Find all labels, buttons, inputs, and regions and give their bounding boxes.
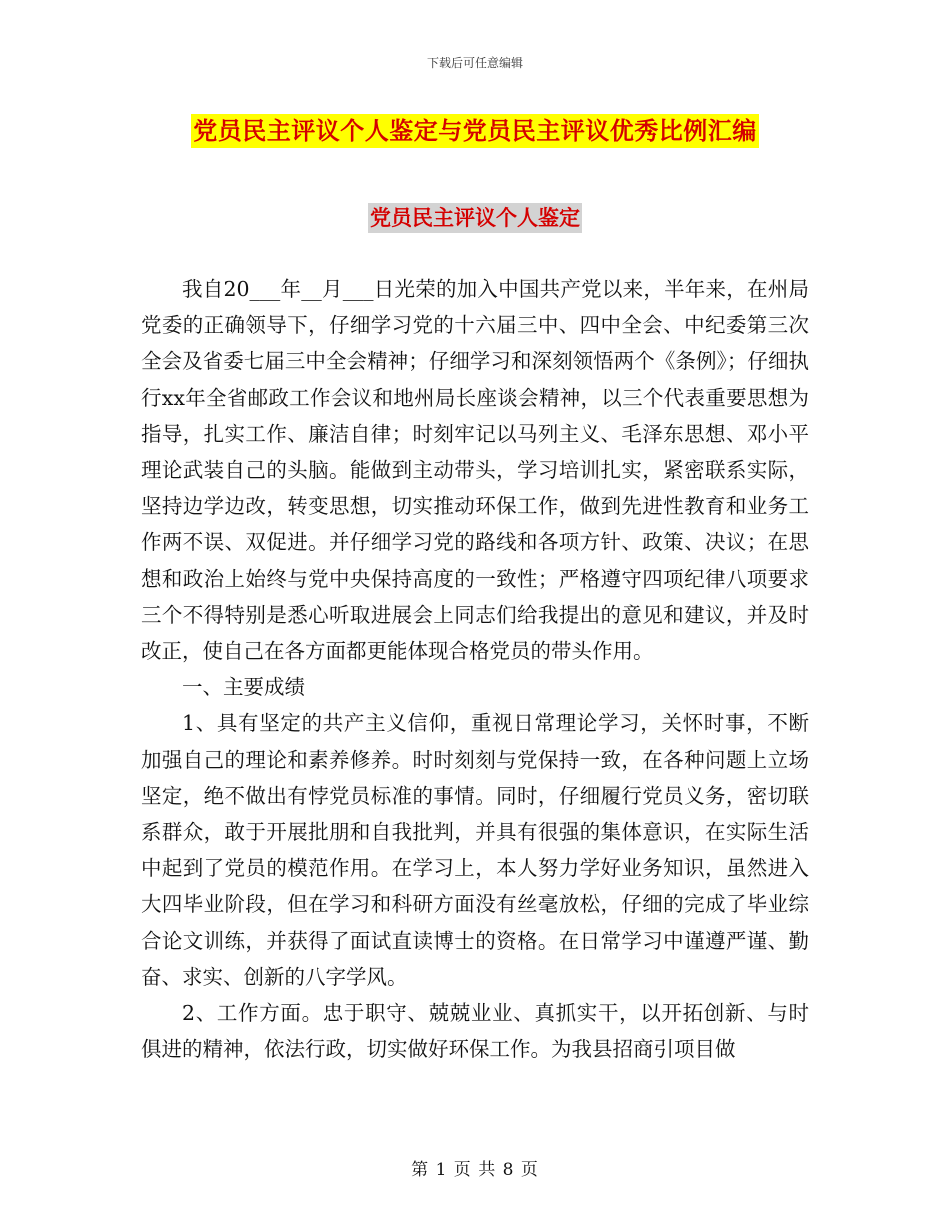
paragraph-achievement-2: 2、工作方面。忠于职守、兢兢业业、真抓实干，以开拓创新、与时俱进的精神，依法行政，切实做好环保工作。为我县招商引项目做 xyxy=(141,1001,809,1062)
header-note: 下载后可任意编辑 xyxy=(426,56,523,70)
section-title xyxy=(0,203,950,233)
paragraph-achievement-1: 1、具有坚定的共产主义信仰，重视日常理论学习，关怀时事，不断加强自己的理论和素养修养。时时刻刻与党保持一致，在各种问题上立场坚定，绝不做出有悖党员标准的事情。同时，仔细履行党员义务，密切联系群众，敢于开展批朋和自我批判，并具有很强的集体意识，在实际生活中起到了党员的模范作用。在学习上，本人努力学好业务知识，虽然进入大四毕业阶段，但在学习和科研方面没有丝毫放松，仔细的完成了毕业综合论文训练，并获得了面试直读博士的资格。在日常学习中谨遵严谨、勤奋、求实、创新的八字学风。 xyxy=(141,711,809,989)
document-body xyxy=(141,271,809,1067)
section-title-text: 党员民主评议个人鉴定 xyxy=(368,203,582,233)
paragraph-intro: 我自20___年__月___日光荣的加入中国共产党以来，半年来，在州局党委的正确领导下，仔细学习党的十六届三中、四中全会、中纪委第三次全会及省委七届三中全会精神；仔细学习和深刻领悟两个《条例》；仔细执行xx年全省邮政工作会议和地州局长座谈会精神，以三个代表重要思想为指导，扎实工作、廉洁自律；时刻牢记以马列主义、毛泽东思想、邓小平理论武装自己的头脑。能做到主动带头，学习培训扎实，紧密联系实际，坚持边学边改，转变思想，切实推动环保工作，做到先进性教育和业务工作两不误、双促进。并仔细学习党的路线和各项方针、政策、决议；在思想和政治上始终与党中央保持高度的一致性；严格遵守四项纪律八项要求三个不得特别是悉心听取进展会上同志们给我提出的意见和建议，并及时改正，使自己在各方面都更能体现合格党员的带头作用。 xyxy=(141,277,809,664)
document-title-text: 党员民主评议个人鉴定与党员民主评议优秀比例汇编 xyxy=(191,114,759,148)
page-indicator: 第 1 页 共 8 页 xyxy=(411,1160,539,1180)
heading-main-achievements: 一、主要成绩 xyxy=(182,675,305,700)
document-title xyxy=(0,114,950,148)
